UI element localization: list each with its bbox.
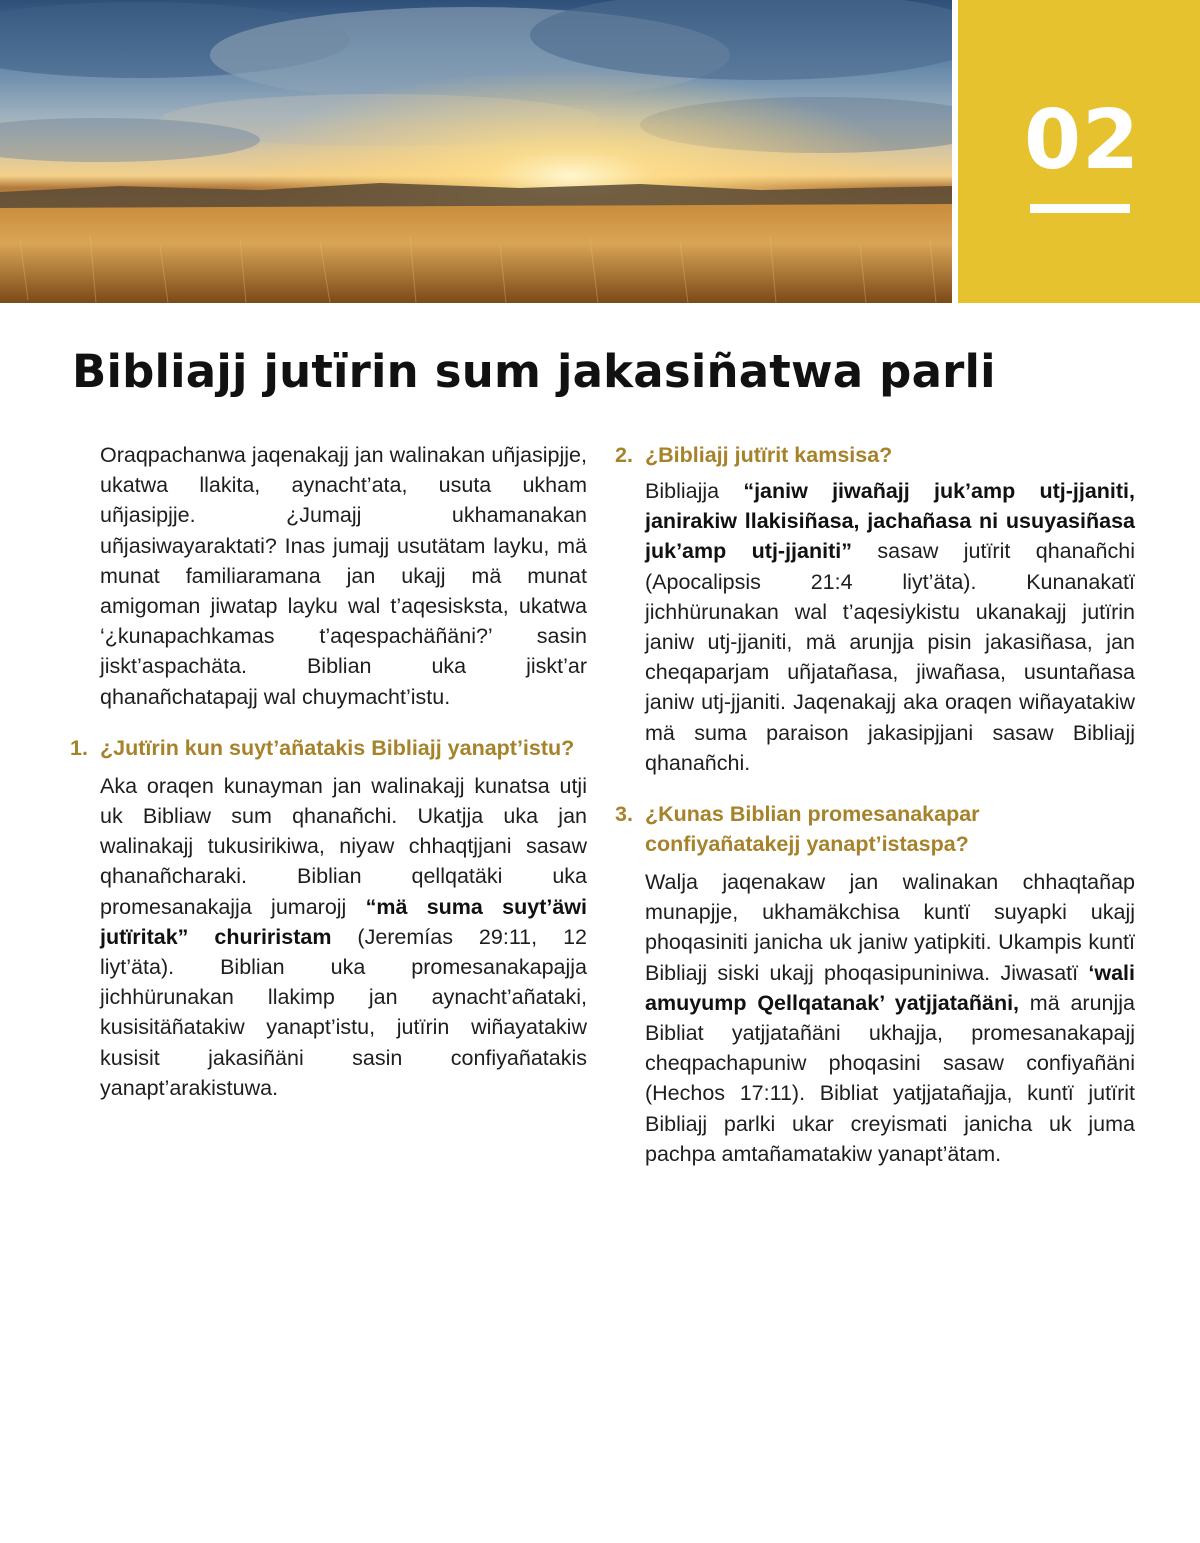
question-text: ¿Jutïrin kun suyt’añatakis Bibliajj yanapt’istu? (100, 735, 575, 760)
question-3-heading (615, 799, 1135, 859)
lesson-number: 02 (1024, 93, 1141, 188)
question-1-heading (70, 733, 587, 763)
question-number: 1. (70, 735, 88, 760)
question-text: ¿Bibliajj jutïrit kamsisa? (645, 443, 893, 467)
question-number: 3. (615, 802, 633, 827)
page-title: Bibliajj jutïrin sum jakasiñatwa parli (72, 345, 996, 398)
intro-paragraph: Oraqpachanwa jaqenakajj jan walinakan uñjasipjje, ukatwa llakita, aynacht’ata, usuta ukham uñjasipjje. ¿Jumajj ukhamanakan uñjasiwayaraktati? Inas jumajj usutätam layku, mä munat familiaramana jan ukajj mä munat amigoman jiwatap layku wal t’aqesisksta, ukatwa ‘¿kunapachkamas t’aqespachäñäni?’ sasin jiskt’aspachäta. Biblian uka jiskt’ar qhanañchatapajj wal chuymacht’istu. (100, 443, 587, 709)
question-number: 2. (615, 443, 633, 467)
answer-2-paragraph: Bibliajja “janiw jiwañajj juk’amp utj-jjaniti, janirakiw llakisiñasa, jachañasa ni usuyasiñasa juk’amp utj-jjaniti” sasaw jutïrit qhanañchi (Apocalipsis 21:4 liyt’äta). Kunanakatï jichhürunakan wal t’aqesiykistu ukanakajj jutïrin janiw utj-jjaniti, mä arunjja pisin jakasiñasa, jan cheqaparjam uñjatañasa, jiwañasa, usuntañasa janiw utj-jjaniti. Jaqenakajj aka oraqen wiñayatakiw mä suma paraison jakasipjjani sasaw Bibliajj qhanañchi. (645, 479, 1135, 775)
emphasis-text: “janiw jiwañajj juk’amp utj-jjaniti, janirakiw llakisiñasa, jachañasa ni usuyasiñasa juk’amp utj-jjaniti” (645, 479, 1135, 564)
right-column (615, 440, 1135, 1169)
question-2-heading (615, 440, 1135, 470)
lesson-number-underline (1030, 204, 1130, 213)
answer-1-paragraph: Aka oraqen kunayman jan walinakajj kunatsa utji uk Bibliaw sum qhanañchi. Ukatjja uka jan walinakajj tukusirikiwa, niyaw chhaqtjjani sasaw qhanañcharaki. Biblian qellqatäki uka promesanakajja jumarojj “mä suma suyt’äwi jutïritak” churiristam (Jeremías 29:11, 12 liyt’äta). Biblian uka promesanakapajja jichhürunakan llakimp jan aynacht’añataki, kusisitäñatakiw yanapt’istu, jutïrin wiñayatakiw kusisit jakasiñäni sasin confiyañatakis yanapt’arakistuwa. (100, 773, 587, 1100)
answer-3-paragraph: Walja jaqenakaw jan walinakan chhaqtañap munapjje, ukhamäkchisa kuntï suyapki ukajj phoqasiniti janicha uk janiw yatipkiti. Ukampis kuntï Bibliajj siski ukajj phoqasipuniniwa. Jiwasatï ‘wali amuyump Qellqatanak’ yatjjatañäni, mä arunjja Bibliat yatjjatañäni ukhajja, promesanakapajj cheqpachapuniw phoqasini sasaw confiyañäni (Hechos 17:11). Bibliat yatjjatañajja, kuntï jutïrit Bibliajj parlki ukar creyismati janicha uk juma pachpa amtañamatakiw yanapt’ätam. (645, 870, 1135, 1166)
hero-wheat-field-image (0, 0, 952, 303)
question-text: ¿Kunas Biblian promesanakapar confiyañatakejj yanapt’istaspa? (645, 802, 980, 857)
wheat-field-sunset-illustration (0, 0, 952, 303)
emphasis-text: “mä suma suyt’äwi jutïritak” churiristam (100, 894, 587, 949)
left-column (70, 440, 587, 1103)
emphasis-text: ‘wali amuyump Qellqatanak’ yatjjatañäni, (645, 960, 1135, 1015)
